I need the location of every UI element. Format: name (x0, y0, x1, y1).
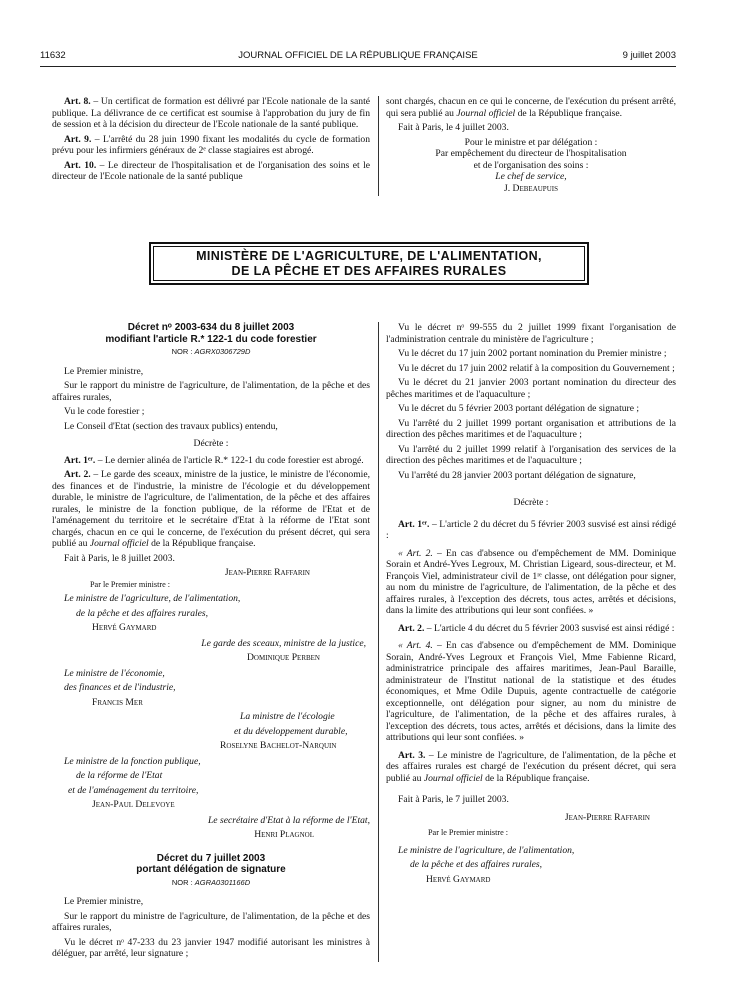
column-divider-main (378, 322, 379, 962)
visa: Vu le décret du 21 janvier 2003 portant nomination du directeur des pêches maritimes et de l'aquaculture ; (386, 377, 676, 400)
decree-2-article-2: Art. 2. – L'article 4 du décret du 5 février 2003 susvisé est ainsi rédigé : (398, 622, 675, 634)
paragraph: Vu le décret nᵒ 47-233 du 23 janvier 1947 modifié autorisant les ministres à déléguer, par arrêté, leur signature ; (52, 936, 370, 959)
signature-block: Le secrétaire d'Etat à la réforme de l'Etat, Henri Plagnol (207, 814, 370, 840)
signature-line-1: Pour le ministre et par délégation : (464, 136, 598, 148)
top-left-column (52, 96, 370, 186)
paragraph: Sur le rapport du ministre de l'agriculture, de l'alimentation, de la pêche et des affaires rurales, (52, 910, 370, 933)
main-right-column (386, 322, 676, 888)
signature-block: Le ministre de la fonction publique, de la réforme de l'Etat et de l'aménagement du territoire, Jean-Paul Delevoye (64, 755, 201, 810)
paragraph: Le Premier ministre, (64, 896, 144, 907)
par-premier-ministre: Par le Premier ministre : (90, 579, 171, 589)
visa: Vu l'arrêté du 28 janvier 2003 portant délégation de signature, (398, 469, 636, 481)
pm-signature: Jean-Pierre Raffarin (224, 567, 310, 578)
done-at: Fait à Paris, le 8 juillet 2003. (64, 552, 175, 564)
quoted-article-2: « Art. 2. – En cas d'absence ou d'empêchement de MM. Dominique Sorain et André-Yves Legroux, M. Christian Ligeard, sous-directeur, et M. François Viel, administrateur civil de 1ʳᵉ classe, ont délégation pour signer, au nom du ministre de l'agriculture, de l'alimentation, de la pêche et des affaires rurales, à l'exception des décrets, tous actes, arrêtés et décisions, dans la limite des attributions qui leur sont confiées. » (386, 547, 677, 616)
paragraph: Sur le rapport du ministre de l'agriculture, de l'alimentation, de la pêche et des affaires rurales, (52, 380, 370, 403)
decree-1-article-2: Art. 2. – Le garde des sceaux, ministre de la justice, le ministre de l'économie, des finances et de l'industrie, la ministre de l'écologie et du développement durable, le ministre de l'agriculture, de l'alimentation, de la pêche et des affaires rurales, le ministre de la fonction publique, de la réforme de l'Etat et de l'aménagement du territoire et le secrétaire d'Etat à la réforme de l'Etat sont chargés, chacun en ce qui le concerne, de l'exécution du présent décret, qui sera publié au Journal officiel de la République française. (52, 469, 370, 549)
signature-block: Le ministre de l'agriculture, de l'alimentation, de la pêche et des affaires rurales, Hervé Gaymard (398, 844, 575, 885)
signature-block: La ministre de l'écologie et du développement durable, Roselyne Bachelot-Narquin (220, 711, 348, 751)
decrete-heading: Décrète : (193, 438, 229, 449)
done-at: Fait à Paris, le 7 juillet 2003. (398, 794, 509, 805)
decree-2-title: Décret du 7 juillet 2003 portant délégation de signature (136, 852, 286, 875)
execution-clause: sont chargés, chacun en ce qui le concerne, de l'exécution du présent arrêté, qui sera publié au Journal officiel de la République française. (386, 96, 676, 119)
quoted-article-4: « Art. 4. – En cas d'absence ou d'empêchement de MM. Dominique Sorain, André-Yves Legroux et François Viel, Mme Fabienne Ricard, administratrice principale des affaires maritimes, Jean-Paul Baraille, administrateur de l'Institut national de la statistique et des études économiques, et Mme Odile Dupuis, agente contractuelle de catégorie exceptionnelle, ont délégation pour signer, au nom du ministre de l'agriculture, de l'alimentation, de la pêche et des affaires rurales, à l'exception des décrets, tous actes, arrêtés et décisions, dans la limite des attributions qui leur sont confiées. » (386, 640, 677, 743)
decree-2-nor: NOR : AGRA0301166D (171, 877, 251, 887)
visa: Vu le décret du 17 juin 2002 portant nomination du Premier ministre ; (398, 348, 667, 359)
decree-1-nor: NOR : AGRX0306729D (171, 347, 251, 356)
article-8: Art. 8. – Un certificat de formation est délivré par l'Ecole nationale de la santé publique. La délivrance de ce certificat est soumise à l'approbation du jury de fin de session et à la décision du directeur de l'Ecole nationale de la santé publique. (52, 96, 370, 130)
signature-line-2: Par empêchement du directeur de l'hospitalisation (435, 148, 627, 159)
decree-2-article-1: Art. 1ᵉʳ. – L'article 2 du décret du 5 février 2003 susvisé est ainsi rédigé : (386, 518, 676, 541)
decree-2-article-3: Art. 3. – Le ministre de l'agriculture, de l'alimentation, de la pêche et des affaires rurales est chargé de l'exécution du présent décret, qui sera publié au Journal officiel de la République française. (386, 749, 677, 784)
visa: Vu le décret nᵒ 99-555 du 2 juillet 1999 fixant l'organisation de l'administration centrale du ministère de l'agriculture ; (386, 322, 676, 345)
visa: Vu l'arrêté du 2 juillet 1999 relatif à l'organisation des services de la direction des pêches maritimes et de l'aquaculture ; (386, 443, 676, 466)
signature-block: Le garde des sceaux, ministre de la justice, Dominique Perben (201, 637, 366, 663)
decrete-heading: Décrète : (513, 497, 549, 508)
main-left-column (52, 322, 370, 963)
visa: Vu le décret du 17 juin 2002 relatif à la composition du Gouvernement ; (398, 362, 675, 374)
article-10: Art. 10. – Le directeur de l'hospitalisation et de l'organisation des soins et le directeur de l'Ecole nationale de la santé publique (52, 159, 371, 182)
page-number: 11632 (40, 50, 66, 61)
signature-block: Le ministre de l'économie, des finances et de l'industrie, Francis Mer (64, 667, 176, 708)
column-divider-top (378, 96, 379, 196)
signature-line-3: et de l'organisation des soins : (473, 159, 589, 171)
pm-signature: Jean-Pierre Raffarin (564, 811, 650, 823)
top-right-column (386, 96, 676, 194)
par-premier-ministre: Par le Premier ministre : (428, 828, 509, 837)
signatory-name: J. Debeaupuis (504, 182, 558, 194)
journal-title: JOURNAL OFFICIEL DE LA RÉPUBLIQUE FRANÇAISE (238, 50, 478, 61)
ministry-title: MINISTÈRE DE L'AGRICULTURE, DE L'ALIMENTATION, DE LA PÊCHE ET DES AFFAIRES RURALES (196, 249, 542, 278)
decree-1-title: Décret nᵒ 2003-634 du 8 juillet 2003 modifiant l'article R.* 122-1 du code forestier (105, 322, 317, 345)
ministry-heading-box (149, 242, 589, 285)
paragraph: Le Premier ministre, (64, 365, 144, 377)
signature-block: Le ministre de l'agriculture, de l'alimentation, de la pêche et des affaires rurales, Hervé Gaymard (64, 593, 241, 633)
article-9: Art. 9. – L'arrêté du 28 juin 1990 fixant les modalités du cycle de formation prévu pour les infirmiers généraux de 2ᵉ classe stagiaires est abrogé. (52, 133, 371, 156)
decree-1-article-1: Art. 1ᵉʳ. – Le dernier alinéa de l'article R.* 122-1 du code forestier est abrogé. (64, 454, 364, 466)
issue-date: 9 juillet 2003 (622, 50, 676, 61)
running-header (40, 50, 676, 64)
signature-role: Le chef de service, (495, 171, 567, 182)
header-rule (40, 66, 676, 67)
paragraph: Vu le code forestier ; (64, 406, 145, 417)
done-at: Fait à Paris, le 4 juillet 2003. (398, 122, 509, 133)
paragraph: Le Conseil d'Etat (section des travaux publics) entendu, (64, 420, 278, 432)
visa: Vu le décret du 5 février 2003 portant délégation de signature ; (398, 403, 640, 414)
visa: Vu l'arrêté du 2 juillet 1999 portant organisation et attributions de la direction des pêches maritimes et de l'aquaculture ; (386, 417, 676, 440)
